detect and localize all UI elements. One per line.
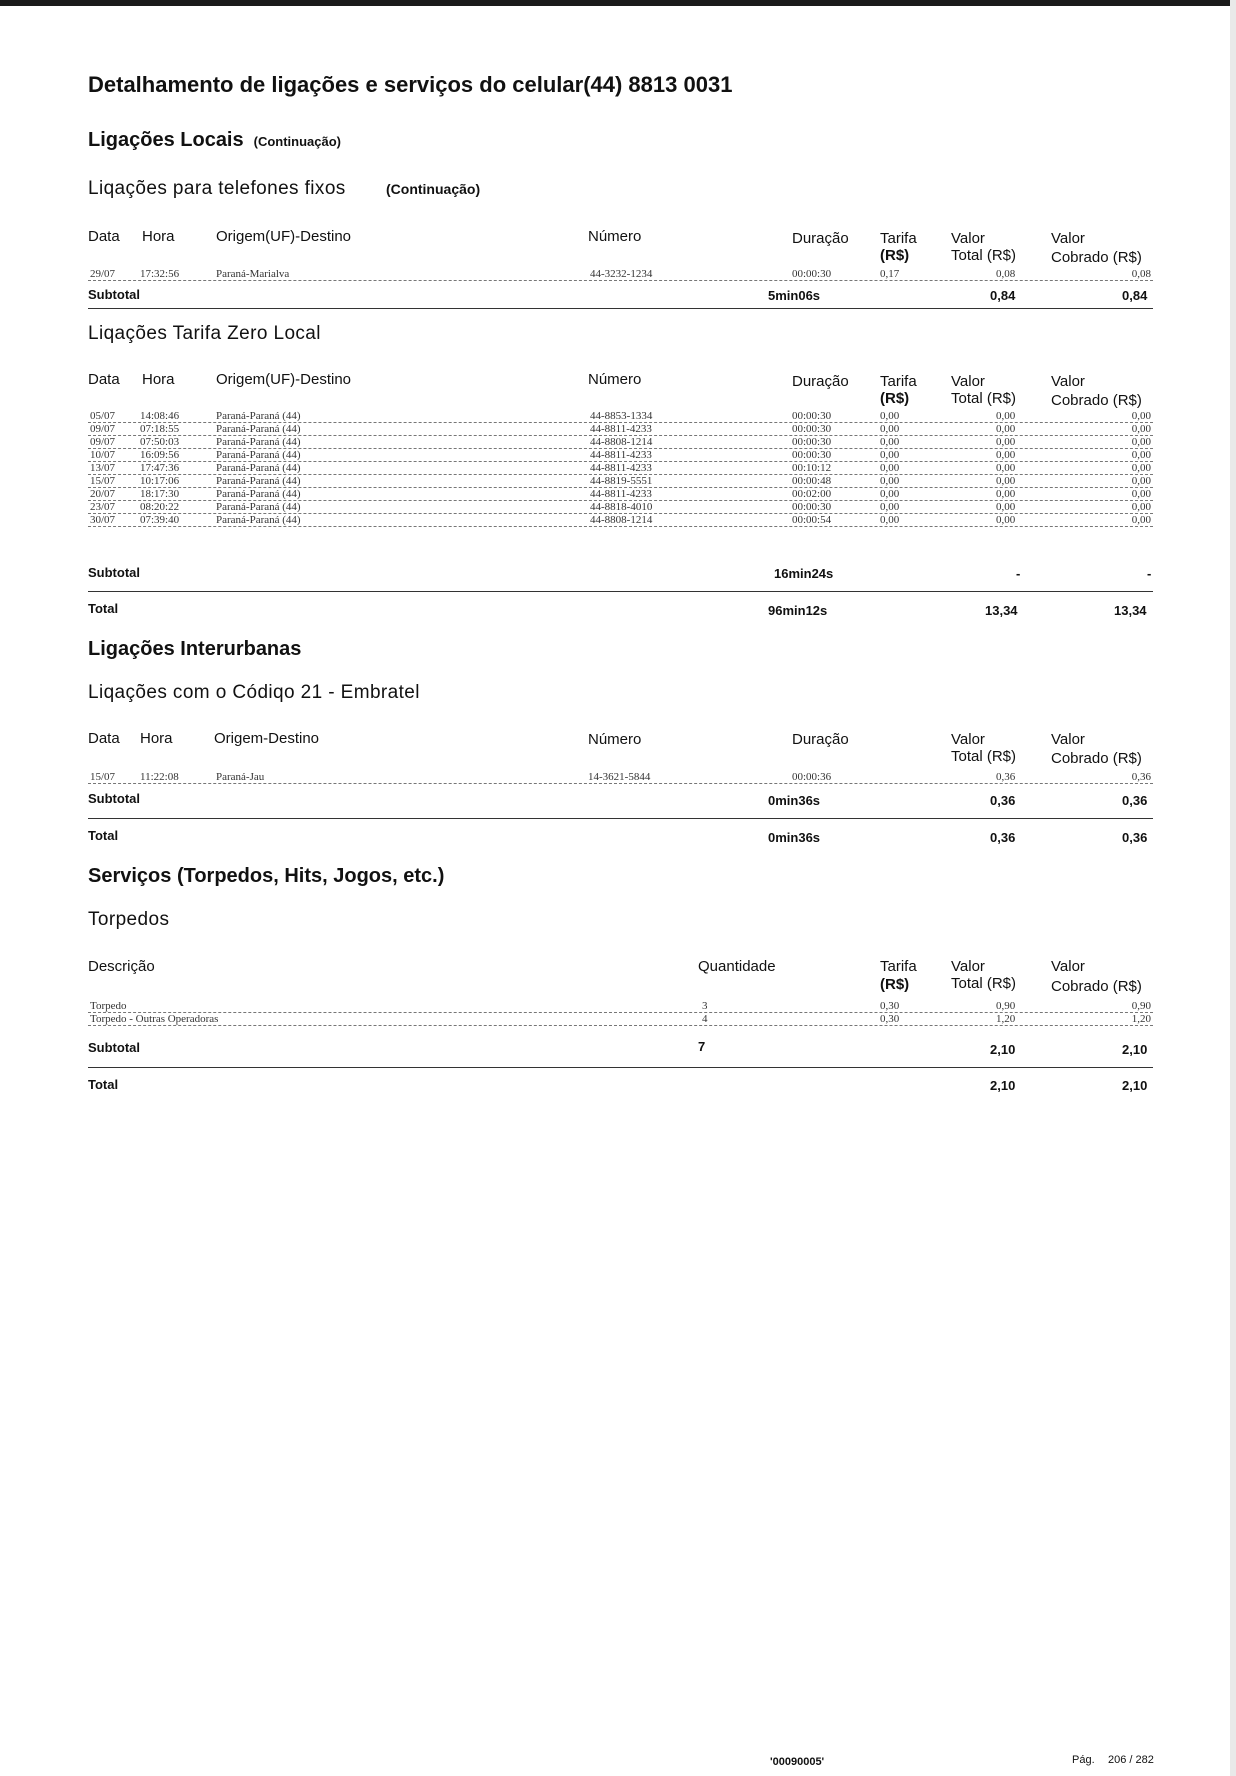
cell-data: 10/07: [90, 449, 116, 461]
section-title-text: Ligações Locais: [88, 129, 244, 151]
cell-numero: 44-8808-1214: [590, 436, 653, 448]
section-title-servicos: Serviços (Torpedos, Hits, Jogos, etc.): [88, 865, 445, 887]
cell-valor-total: 0,36: [996, 771, 1016, 783]
cell-hora: 07:18:55: [140, 423, 180, 435]
total-label: Total: [88, 1077, 119, 1092]
subtotal-valor-total: 0,84: [990, 288, 1016, 303]
divider: [88, 591, 1153, 592]
col-header-valor-total: Valor: [951, 230, 985, 247]
col-header-valor-total-unit: Total (R$): [951, 748, 1017, 765]
total-duracao: 0min36s: [768, 830, 821, 845]
cell-data: 23/07: [90, 501, 116, 513]
col-header-numero: Número: [588, 731, 642, 748]
subsection-title-torpedos: Torpedos: [88, 909, 170, 930]
divider: [88, 818, 1153, 819]
subtotal-valor-cobrado: -: [1147, 566, 1152, 581]
cell-hora: 08:20:22: [140, 501, 180, 513]
table-row: [88, 769, 1153, 784]
cell-duracao: 00:02:00: [792, 488, 832, 500]
subsection-title-tarifa-zero: Liqações Tarifa Zero Local: [88, 323, 321, 344]
cell-duracao: 00:00:30: [792, 449, 832, 461]
col-header-valor-cobrado-unit: Cobrado (R$): [1051, 392, 1142, 409]
cell-tarifa: 0,00: [880, 410, 900, 422]
cell-data: 15/07: [90, 771, 116, 783]
cell-numero: 44-8811-4233: [590, 462, 652, 474]
cell-data: 13/07: [90, 462, 116, 474]
col-header-hora: Hora: [140, 730, 173, 747]
subtotal-valor-cobrado: 0,84: [1122, 288, 1148, 303]
cell-tarifa: 0,00: [880, 449, 900, 461]
cell-origem: Paraná-Paraná (44): [216, 423, 301, 435]
cell-hora: 07:39:40: [140, 514, 180, 526]
page-title: Detalhamento de ligações e serviços do celular(44) 8813 0031: [88, 72, 733, 97]
cell-origem: Paraná-Paraná (44): [216, 436, 301, 448]
continuation-label: (Continuação): [386, 181, 481, 197]
cell-valor-cobrado: 0,36: [1131, 771, 1151, 783]
col-header-valor-total-unit: Total (R$): [951, 390, 1017, 407]
cell-duracao: 00:00:30: [792, 501, 832, 513]
cell-duracao: 00:00:54: [792, 514, 832, 526]
cell-valor-cobrado: 1,20: [1131, 1013, 1151, 1025]
cell-tarifa: 0,17: [880, 268, 900, 280]
cell-data: 20/07: [90, 488, 116, 500]
subtotal-label: Subtotal: [88, 1040, 140, 1055]
cell-valor-total: 0,00: [996, 488, 1016, 500]
cell-numero: 44-8818-4010: [590, 501, 653, 513]
cell-numero: 44-8808-1214: [590, 514, 653, 526]
col-header-quantidade: Quantidade: [698, 958, 776, 975]
cell-data: 09/07: [90, 436, 116, 448]
cell-data: 30/07: [90, 514, 116, 526]
col-header-tarifa: Tarifa: [880, 373, 917, 390]
cell-valor-total: 0,90: [996, 1000, 1016, 1012]
cell-valor-total: 0,00: [996, 449, 1016, 461]
col-header-numero: Número: [588, 228, 642, 245]
total-valor-cobrado: 0,36: [1122, 830, 1148, 845]
cell-valor-cobrado: 0,00: [1131, 436, 1151, 448]
col-header-origem: Origem-Destino: [214, 730, 320, 747]
cell-valor-total: 0,00: [996, 514, 1016, 526]
subtotal-valor-total: -: [1016, 566, 1021, 581]
col-header-tarifa-unit: (R$): [880, 390, 910, 407]
cell-valor-total: 0,00: [996, 462, 1016, 474]
cell-numero: 44-8811-4233: [590, 423, 652, 435]
subtotal-valor-cobrado: 2,10: [1122, 1042, 1148, 1057]
col-header-data: Data: [88, 730, 120, 747]
col-header-tarifa: Tarifa: [880, 230, 917, 247]
cell-tarifa: 0,30: [880, 1000, 900, 1012]
cell-quantidade: 4: [702, 1013, 708, 1025]
col-header-valor-cobrado: Valor: [1051, 958, 1085, 975]
subtotal-valor-cobrado: 0,36: [1122, 793, 1148, 808]
col-header-valor-cobrado: Valor: [1051, 373, 1085, 390]
total-duracao: 96min12s: [768, 603, 828, 618]
cell-valor-cobrado: 0,90: [1131, 1000, 1151, 1012]
table-row: [88, 266, 1153, 281]
cell-hora: 17:47:36: [140, 462, 180, 474]
cell-origem: Paraná-Paraná (44): [216, 462, 301, 474]
section-title-interurbanas: Ligações Interurbanas: [88, 638, 302, 660]
cell-hora: 16:09:56: [140, 449, 180, 461]
page-label: Pág.: [1072, 1754, 1095, 1766]
cell-numero: 44-8811-4233: [590, 449, 652, 461]
cell-valor-cobrado: 0,00: [1131, 462, 1151, 474]
col-header-valor-total: Valor: [951, 373, 985, 390]
subtotal-duracao: 0min36s: [768, 793, 821, 808]
total-valor-total: 13,34: [985, 603, 1018, 618]
col-header-tarifa: Tarifa: [880, 958, 917, 975]
col-header-duracao: Duração: [792, 731, 849, 748]
cell-valor-total: 0,00: [996, 436, 1016, 448]
cell-origem: Paraná-Paraná (44): [216, 475, 301, 487]
col-header-valor-total-unit: Total (R$): [951, 247, 1017, 264]
col-header-duracao: Duração: [792, 373, 849, 390]
cell-tarifa: 0,00: [880, 488, 900, 500]
subtotal-label: Subtotal: [88, 287, 140, 302]
section-title-locais: [88, 129, 341, 152]
col-header-duracao: Duração: [792, 230, 849, 247]
cell-tarifa: 0,30: [880, 1013, 900, 1025]
cell-hora: 07:50:03: [140, 436, 180, 448]
col-header-data: Data: [88, 228, 120, 245]
cell-duracao: 00:00:48: [792, 475, 832, 487]
cell-hora: 18:17:30: [140, 488, 180, 500]
cell-origem: Paraná-Paraná (44): [216, 501, 301, 513]
cell-valor-cobrado: 0,00: [1131, 475, 1151, 487]
cell-valor-cobrado: 0,00: [1131, 410, 1151, 422]
cell-duracao: 00:00:36: [792, 771, 832, 783]
continuation-label: (Continuação): [253, 134, 342, 149]
cell-data: 15/07: [90, 475, 116, 487]
cell-tarifa: 0,00: [880, 501, 900, 513]
cell-numero: 44-8811-4233: [590, 488, 652, 500]
col-header-descricao: Descrição: [88, 958, 155, 975]
cell-tarifa: 0,00: [880, 514, 900, 526]
cell-hora: 10:17:06: [140, 475, 180, 487]
col-header-origem: Origem(UF)-Destino: [216, 371, 352, 388]
col-header-valor-cobrado: Valor: [1051, 230, 1085, 247]
col-header-tarifa-unit: (R$): [880, 247, 910, 264]
cell-valor-cobrado: 0,00: [1131, 449, 1151, 461]
cell-duracao: 00:00:30: [792, 436, 832, 448]
cell-hora: 11:22:08: [140, 771, 179, 783]
total-valor-total: 2,10: [990, 1078, 1016, 1093]
subtotal-duracao: 5min06s: [768, 288, 821, 303]
subtotal-valor-total: 2,10: [990, 1042, 1016, 1057]
cell-origem: Paraná-Marialva: [216, 268, 290, 280]
cell-valor-cobrado: 0,00: [1131, 501, 1151, 513]
cell-quantidade: 3: [702, 1000, 708, 1012]
subtotal-quantidade: 7: [698, 1039, 706, 1054]
col-header-origem: Origem(UF)-Destino: [216, 228, 352, 245]
table-row: [88, 1011, 1153, 1026]
total-valor-cobrado: 2,10: [1122, 1078, 1148, 1093]
cell-valor-cobrado: 0,08: [1131, 268, 1151, 280]
cell-valor-total: 0,00: [996, 501, 1016, 513]
document-code: '00090005': [770, 1756, 825, 1768]
subsection-title-fixos: Liqações para telefones fixos: [88, 178, 346, 199]
cell-data: 29/07: [90, 268, 116, 280]
subtotal-valor-total: 0,36: [990, 793, 1016, 808]
col-header-numero: Número: [588, 371, 642, 388]
cell-valor-total: 1,20: [996, 1013, 1016, 1025]
divider: [88, 308, 1153, 309]
col-header-valor-total: Valor: [951, 731, 985, 748]
col-header-data: Data: [88, 371, 120, 388]
cell-tarifa: 0,00: [880, 462, 900, 474]
cell-hora: 17:32:56: [140, 268, 180, 280]
subtotal-duracao: 16min24s: [774, 566, 834, 581]
cell-origem: Paraná-Paraná (44): [216, 514, 301, 526]
col-header-valor-cobrado-unit: Cobrado (R$): [1051, 978, 1142, 995]
subsection-title-embratel: Liqações com o Códiqo 21 - Embratel: [88, 682, 420, 703]
cell-origem: Paraná-Paraná (44): [216, 449, 301, 461]
cell-tarifa: 0,00: [880, 436, 900, 448]
cell-valor-cobrado: 0,00: [1131, 423, 1151, 435]
divider: [88, 1067, 1153, 1068]
cell-valor-cobrado: 0,00: [1131, 488, 1151, 500]
total-valor-total: 0,36: [990, 830, 1016, 845]
cell-valor-total: 0,00: [996, 410, 1016, 422]
total-label: Total: [88, 601, 119, 616]
col-header-valor-cobrado: Valor: [1051, 731, 1085, 748]
page-number: 206 / 282: [1108, 1754, 1154, 1766]
cell-descricao: Torpedo: [90, 1000, 127, 1012]
table-row: [88, 512, 1153, 527]
cell-data: 05/07: [90, 410, 116, 422]
subtotal-label: Subtotal: [88, 791, 140, 806]
total-label: Total: [88, 828, 119, 843]
cell-numero: 44-3232-1234: [590, 268, 653, 280]
cell-numero: 44-8853-1334: [590, 410, 653, 422]
cell-tarifa: 0,00: [880, 423, 900, 435]
subtotal-label: Subtotal: [88, 565, 140, 580]
col-header-valor-total: Valor: [951, 958, 985, 975]
col-header-tarifa-unit: (R$): [880, 976, 910, 993]
col-header-hora: Hora: [142, 228, 175, 245]
cell-valor-total: 0,08: [996, 268, 1016, 280]
cell-numero: 44-8819-5551: [590, 475, 653, 487]
cell-duracao: 00:10:12: [792, 462, 832, 474]
cell-duracao: 00:00:30: [792, 423, 832, 435]
cell-numero: 14-3621-5844: [588, 771, 651, 783]
cell-valor-total: 0,00: [996, 423, 1016, 435]
col-header-valor-cobrado-unit: Cobrado (R$): [1051, 249, 1142, 266]
col-header-hora: Hora: [142, 371, 175, 388]
cell-origem: Paraná-Paraná (44): [216, 410, 301, 422]
cell-duracao: 00:00:30: [792, 268, 832, 280]
col-header-valor-cobrado-unit: Cobrado (R$): [1051, 750, 1142, 767]
cell-descricao: Torpedo - Outras Operadoras: [90, 1013, 219, 1025]
cell-duracao: 00:00:30: [792, 410, 832, 422]
cell-valor-total: 0,00: [996, 475, 1016, 487]
cell-origem: Paraná-Paraná (44): [216, 488, 301, 500]
cell-data: 09/07: [90, 423, 116, 435]
cell-valor-cobrado: 0,00: [1131, 514, 1151, 526]
cell-origem: Paraná-Jau: [216, 771, 265, 783]
col-header-valor-total-unit: Total (R$): [951, 975, 1017, 992]
cell-tarifa: 0,00: [880, 475, 900, 487]
cell-hora: 14:08:46: [140, 410, 180, 422]
total-valor-cobrado: 13,34: [1114, 603, 1147, 618]
